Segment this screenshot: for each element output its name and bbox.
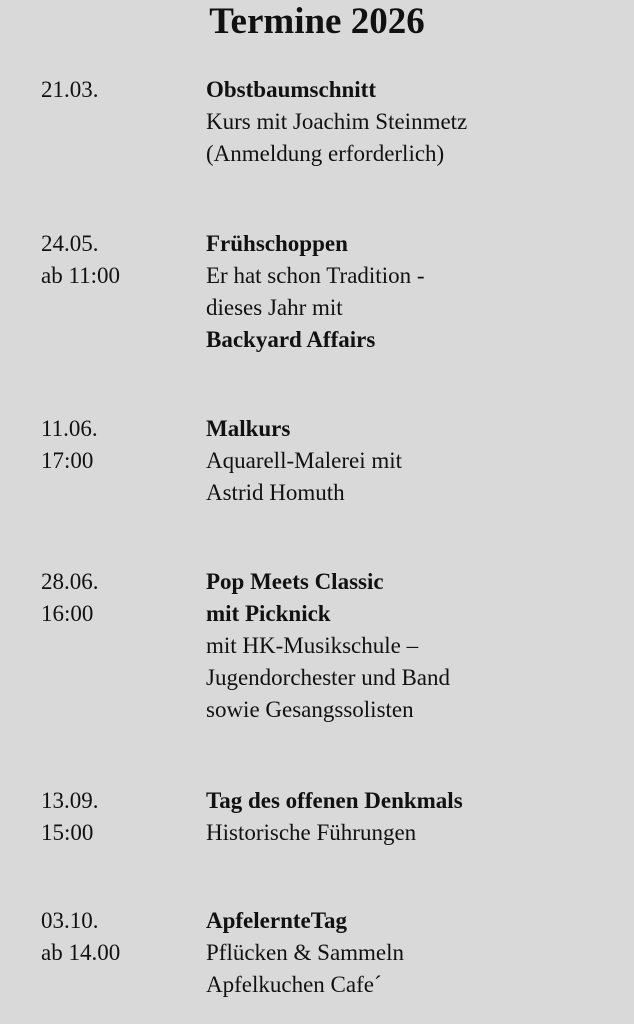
event-date: 03.10. bbox=[41, 908, 99, 933]
event-date-column bbox=[41, 228, 191, 292]
page-title: Termine 2026 bbox=[209, 1, 425, 42]
event-heading-line: Obstbaumschnitt bbox=[206, 77, 376, 102]
event-heading-line: Backyard Affairs bbox=[206, 327, 376, 352]
event-detail-line: Historische Führungen bbox=[206, 820, 417, 845]
event-time: 16:00 bbox=[41, 601, 94, 626]
event-heading-line: mit Picknick bbox=[206, 601, 331, 626]
event-date: 11.06. bbox=[41, 416, 98, 441]
event-heading-line: Malkurs bbox=[206, 416, 291, 441]
event-description bbox=[206, 785, 626, 849]
event-date-column bbox=[41, 905, 191, 969]
event-description bbox=[206, 228, 626, 356]
event-description bbox=[206, 74, 626, 170]
event-time: ab 11:00 bbox=[41, 263, 120, 288]
event-detail-line: mit HK-Musikschule – bbox=[206, 633, 419, 658]
event-date-column bbox=[41, 566, 191, 630]
event-time: 17:00 bbox=[41, 448, 94, 473]
event-detail-line: Pflücken & Sammeln bbox=[206, 940, 405, 965]
event-description bbox=[206, 905, 626, 1001]
event-date-column bbox=[41, 74, 191, 106]
event-detail-line: Astrid Homuth bbox=[206, 480, 345, 505]
event-detail-line: Apfelkuchen Cafe´ bbox=[206, 972, 382, 997]
event-detail-line: dieses Jahr mit bbox=[206, 295, 343, 320]
event-detail-line: (Anmeldung erforderlich) bbox=[206, 141, 445, 166]
event-detail-line: sowie Gesangssolisten bbox=[206, 697, 414, 722]
event-heading-line: Pop Meets Classic bbox=[206, 569, 384, 594]
event-detail-line: Kurs mit Joachim Steinmetz bbox=[206, 109, 468, 134]
event-date: 13.09. bbox=[41, 788, 99, 813]
event-description bbox=[206, 566, 626, 726]
event-date: 28.06. bbox=[41, 569, 99, 594]
event-heading-line: Tag des offenen Denkmals bbox=[206, 788, 463, 813]
event-detail-line: Aquarell-Malerei mit bbox=[206, 448, 403, 473]
event-date-column bbox=[41, 785, 191, 849]
event-detail-line: Jugendorchester und Band bbox=[206, 665, 450, 690]
event-time: ab 14.00 bbox=[41, 940, 121, 965]
event-date: 21.03. bbox=[41, 77, 99, 102]
event-date: 24.05. bbox=[41, 231, 99, 256]
event-heading-line: Frühschoppen bbox=[206, 231, 348, 256]
event-date-column bbox=[41, 413, 191, 477]
event-description bbox=[206, 413, 626, 509]
event-heading-line: ApfelernteTag bbox=[206, 908, 347, 933]
event-time: 15:00 bbox=[41, 820, 94, 845]
event-detail-line: Er hat schon Tradition - bbox=[206, 263, 425, 288]
